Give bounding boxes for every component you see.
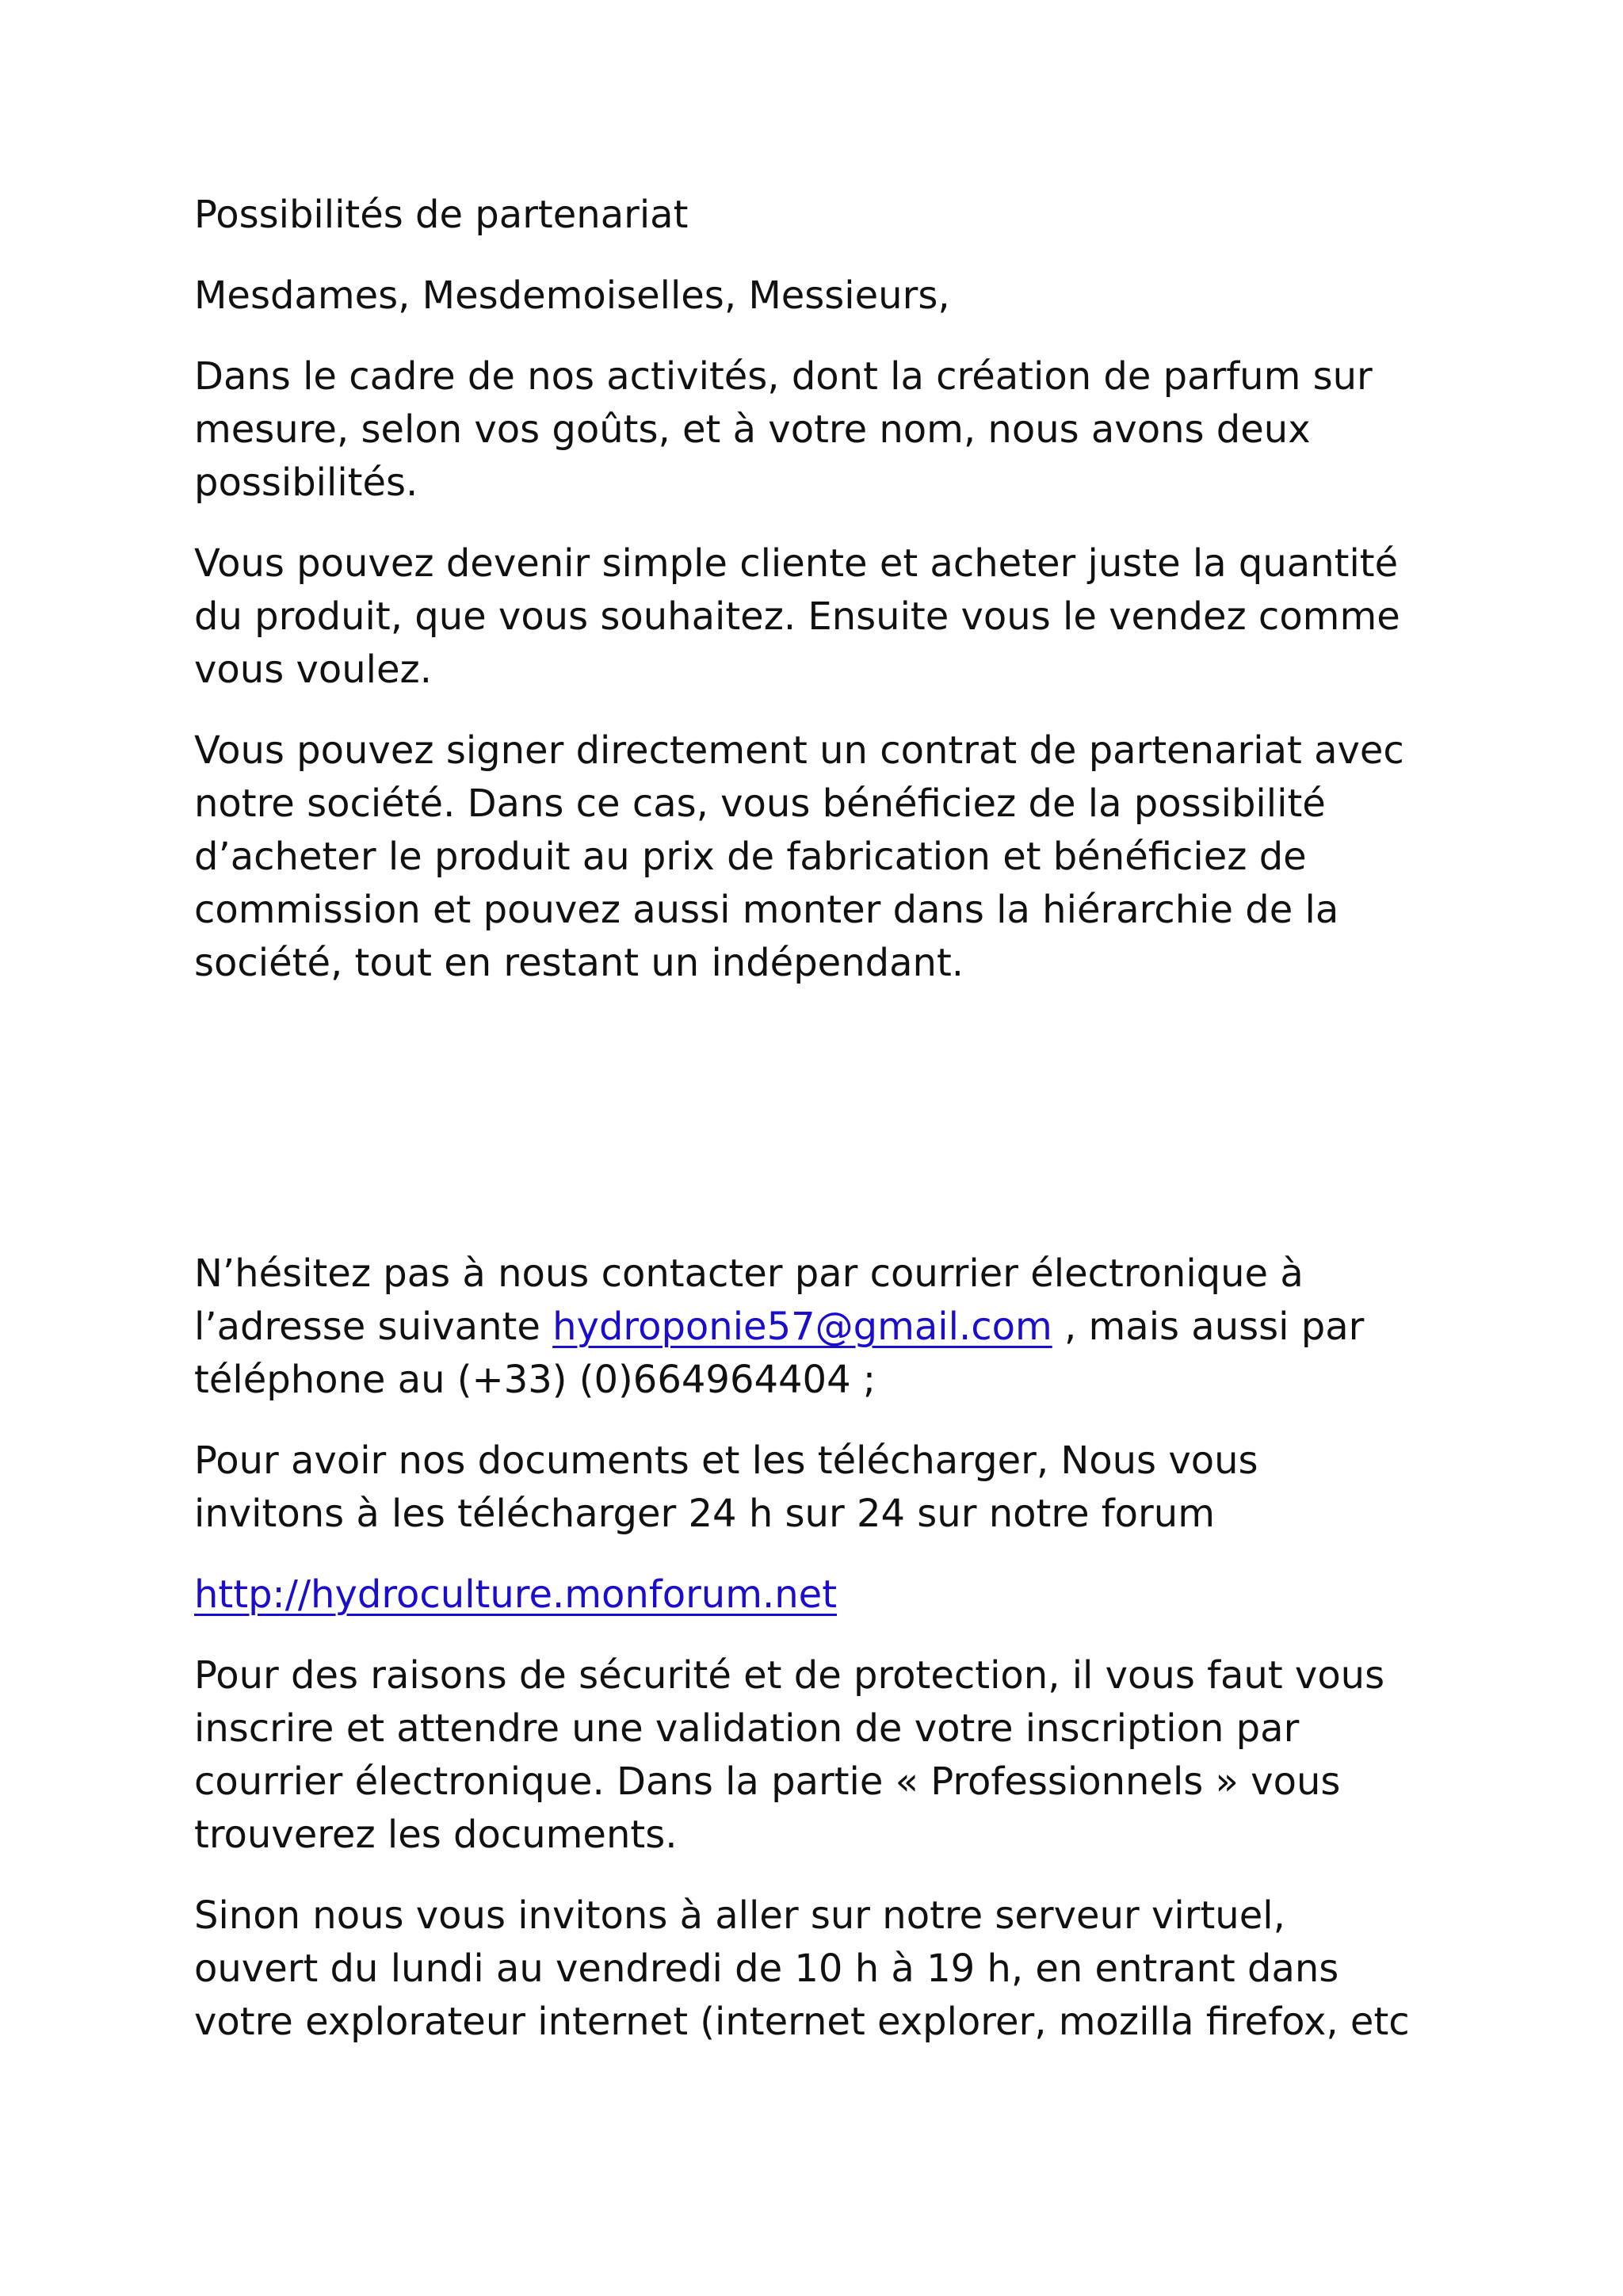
paragraph-line: ouvert du lundi au vendredi de 10 h à 19 h, en entrant dans [194,1946,1339,1991]
paragraph-line: Sinon nous vous invitons à aller sur notre serveur virtuel, [194,1893,1285,1938]
paragraph-line: Vous pouvez signer directement un contrat de partenariat avec [194,728,1404,773]
paragraph-line: du produit, que vous souhaitez. Ensuite vous le vendez comme [194,594,1400,639]
greeting [194,269,1462,323]
paragraph-line: société, tout en restant un indépendant. [194,941,964,985]
paragraph-contact [194,1247,1462,1407]
contact-text-after: , mais aussi par [1052,1305,1365,1349]
paragraph-line: Pour avoir nos documents et les télécharger, Nous vous [194,1438,1258,1483]
paragraph-intro [194,350,1462,510]
paragraph-virtual-server [194,1889,1462,2049]
paragraph-line: commission et pouvez aussi monter dans la hiérarchie de la [194,888,1339,932]
paragraph-line: possibilités. [194,460,418,505]
paragraph-line: courrier électronique. Dans la partie « Professionnels » vous [194,1759,1341,1804]
paragraph-line: inscrire et attendre une validation de votre inscription par [194,1706,1300,1751]
title-text: Possibilités de partenariat [194,193,689,237]
paragraph-line: Pour des raisons de sécurité et de protection, il vous faut vous [194,1653,1385,1698]
document-body [194,189,1462,2076]
paragraph-line: N’hésitez pas à nous contacter par courrier électronique à [194,1251,1304,1296]
greeting-text: Mesdames, Mesdemoiselles, Messieurs, [194,273,950,318]
paragraph-security [194,1649,1462,1862]
paragraph-line: Vous pouvez devenir simple cliente et acheter juste la quantité [194,541,1399,586]
paragraph-line: mesure, selon vos goûts, et à votre nom, nous avons deux [194,407,1311,452]
paragraph-line: invitons à les télécharger 24 h sur 24 sur notre forum [194,1492,1215,1536]
paragraph-line: Dans le cadre de nos activités, dont la création de parfum sur [194,354,1373,399]
email-link[interactable]: hydroponie57@gmail.com [552,1305,1052,1349]
paragraph-forum-url [194,1568,1462,1622]
paragraph-client-option [194,537,1462,697]
paragraph-line: d’acheter le produit au prix de fabrication et bénéficiez de [194,835,1307,879]
paragraph-line: votre explorateur internet (internet explorer, mozilla firefox, etc [194,2000,1410,2044]
paragraph-line-email [194,1301,1462,1354]
paragraph-partner-option [194,724,1462,990]
paragraph-documents [194,1435,1462,1541]
paragraph-line: notre société. Dans ce cas, vous bénéficiez de la possibilité [194,781,1326,826]
document-title [194,189,1462,242]
paragraph-line: trouverez les documents. [194,1813,678,1857]
contact-text-before: l’adresse suivante [194,1305,553,1349]
phone-line: téléphone au (+33) (0)664964404 ; [194,1358,876,1402]
blank-space [194,1018,1462,1247]
paragraph-line: vous voulez. [194,648,432,692]
forum-link[interactable]: http://hydroculture.monforum.net [194,1572,838,1617]
